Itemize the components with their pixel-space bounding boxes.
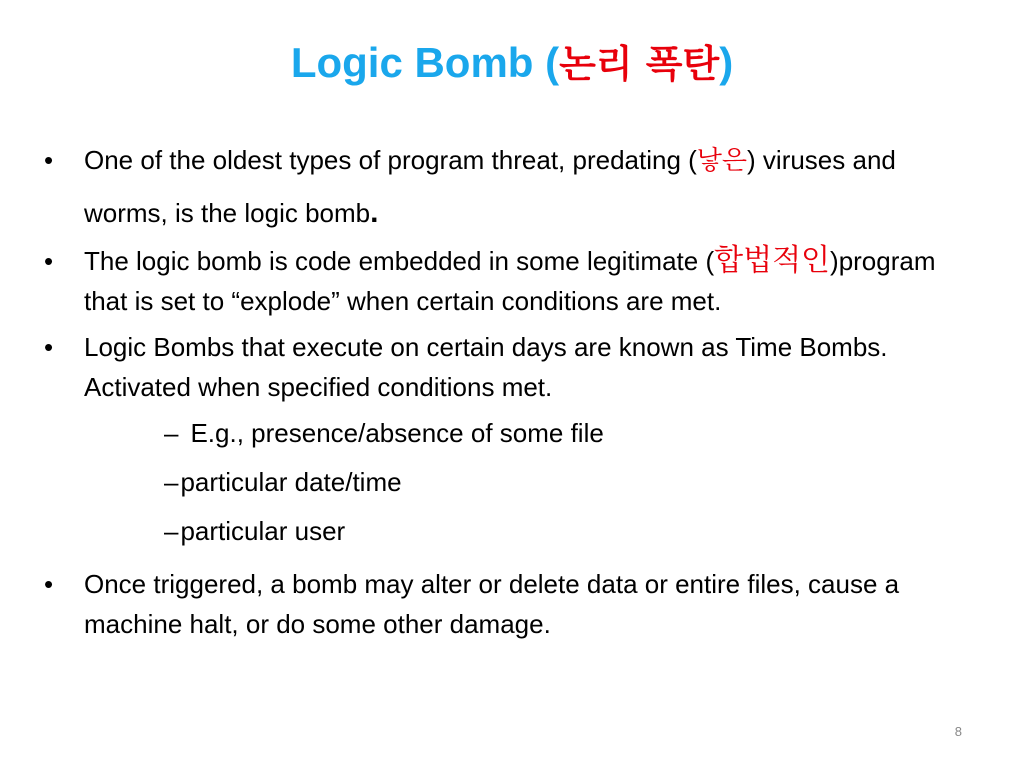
title-close: ) <box>719 39 734 86</box>
sub-item-2-text: particular date/time <box>180 467 402 497</box>
bullet-1-korean: 낳은 <box>696 146 748 176</box>
bullet-1-text-b: ) viruses and worms, is the logic bomb <box>84 145 896 228</box>
bullet-item-4 <box>40 564 980 644</box>
sub-item-3-text: particular user <box>180 516 346 546</box>
sub-item-dash: – <box>164 418 179 448</box>
sub-item-3 <box>40 507 980 556</box>
sub-item-1 <box>40 409 980 458</box>
bullet-1-text-a: One of the oldest types of program threat, predating ( <box>84 145 697 175</box>
page-number: 8 <box>954 724 962 739</box>
bullet-1-period: . <box>370 196 379 229</box>
bullet-icon: • <box>44 569 54 599</box>
sub-item-dash: – <box>164 516 179 546</box>
sub-item-2 <box>40 458 980 507</box>
bullet-icon: • <box>44 332 54 362</box>
bullet-icon: • <box>44 145 54 175</box>
bullet-3-text: Logic Bombs that execute on certain days are known as Time Bombs. Activated when specified conditions met. <box>84 332 888 402</box>
bullet-2-text-b: )program that is set to “explode” when certain conditions are met. <box>84 246 936 316</box>
bullet-item-1 <box>40 135 980 239</box>
bullet-item-2 <box>40 241 980 321</box>
bullet-4-text: Once triggered, a bomb may alter or delete data or entire files, cause a machine halt, or do some other damage. <box>84 569 900 639</box>
sub-item-1-text: E.g., presence/absence of some file <box>190 418 604 448</box>
sub-item-dash: – <box>164 467 179 497</box>
slide-title <box>0 28 1024 99</box>
title-text: Logic Bomb ( <box>290 39 560 86</box>
bullet-2-text-a: The logic bomb is code embedded in some legitimate ( <box>84 246 715 276</box>
bullet-item-3 <box>40 327 980 407</box>
bullet-list <box>40 135 980 644</box>
title-korean: 논리 폭탄 <box>559 42 720 86</box>
bullet-2-korean: 합법적인 <box>714 243 831 278</box>
bullet-icon: • <box>44 246 54 276</box>
